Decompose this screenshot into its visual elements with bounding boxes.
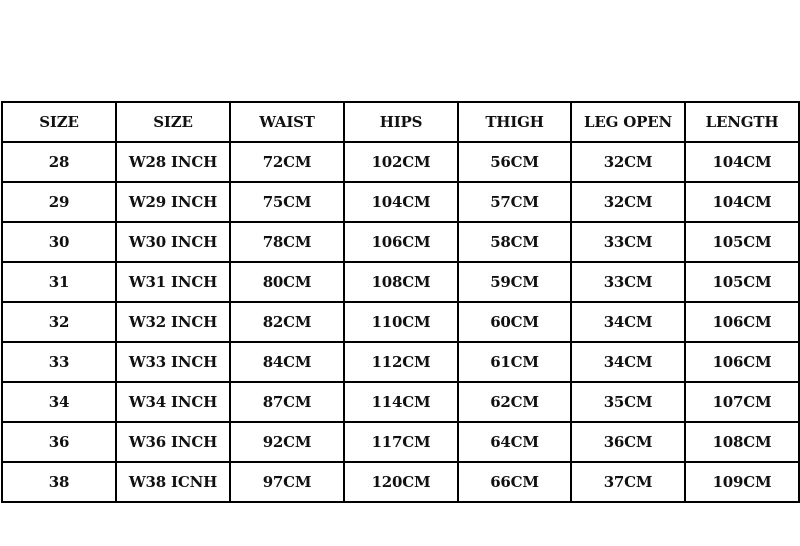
table-cell: 97CM bbox=[230, 462, 344, 502]
table-cell: 37CM bbox=[571, 462, 685, 502]
table-cell: 72CM bbox=[230, 142, 344, 182]
table-cell: 120CM bbox=[344, 462, 458, 502]
table-cell: 34CM bbox=[571, 342, 685, 382]
table-cell: 106CM bbox=[685, 342, 799, 382]
header-cell: SIZE bbox=[116, 102, 230, 142]
size-chart-header bbox=[2, 102, 799, 142]
table-row bbox=[2, 342, 799, 382]
table-cell: 60CM bbox=[458, 302, 571, 342]
table-cell: 32CM bbox=[571, 142, 685, 182]
table-cell: 29 bbox=[2, 182, 116, 222]
table-cell: 31 bbox=[2, 262, 116, 302]
table-cell: 107CM bbox=[685, 382, 799, 422]
table-cell: 104CM bbox=[344, 182, 458, 222]
table-cell: 57CM bbox=[458, 182, 571, 222]
table-row bbox=[2, 462, 799, 502]
table-cell: 33CM bbox=[571, 262, 685, 302]
table-cell: 64CM bbox=[458, 422, 571, 462]
table-cell: 34CM bbox=[571, 302, 685, 342]
table-cell: 117CM bbox=[344, 422, 458, 462]
table-cell: 33CM bbox=[571, 222, 685, 262]
table-cell: 61CM bbox=[458, 342, 571, 382]
table-cell: 104CM bbox=[685, 142, 799, 182]
table-row bbox=[2, 422, 799, 462]
table-row bbox=[2, 142, 799, 182]
table-cell: 36CM bbox=[571, 422, 685, 462]
table-cell: W31 INCH bbox=[116, 262, 230, 302]
table-cell: 109CM bbox=[685, 462, 799, 502]
table-cell: 104CM bbox=[685, 182, 799, 222]
header-cell: SIZE bbox=[2, 102, 116, 142]
table-row bbox=[2, 382, 799, 422]
table-cell: W29 INCH bbox=[116, 182, 230, 222]
table-cell: W32 INCH bbox=[116, 302, 230, 342]
table-cell: 82CM bbox=[230, 302, 344, 342]
table-cell: 28 bbox=[2, 142, 116, 182]
table-cell: 35CM bbox=[571, 382, 685, 422]
table-cell: W33 INCH bbox=[116, 342, 230, 382]
table-cell: 32CM bbox=[571, 182, 685, 222]
table-row bbox=[2, 262, 799, 302]
header-cell: LEG OPEN bbox=[571, 102, 685, 142]
table-cell: 30 bbox=[2, 222, 116, 262]
table-cell: W34 INCH bbox=[116, 382, 230, 422]
table-cell: 58CM bbox=[458, 222, 571, 262]
table-cell: 108CM bbox=[344, 262, 458, 302]
table-cell: 105CM bbox=[685, 262, 799, 302]
table-cell: 106CM bbox=[344, 222, 458, 262]
header-cell: WAIST bbox=[230, 102, 344, 142]
table-cell: 106CM bbox=[685, 302, 799, 342]
table-cell: 34 bbox=[2, 382, 116, 422]
table-cell: 36 bbox=[2, 422, 116, 462]
table-cell: 78CM bbox=[230, 222, 344, 262]
table-cell: W28 INCH bbox=[116, 142, 230, 182]
table-row bbox=[2, 222, 799, 262]
table-cell: 84CM bbox=[230, 342, 344, 382]
header-row bbox=[2, 102, 799, 142]
table-cell: 92CM bbox=[230, 422, 344, 462]
size-chart-table bbox=[1, 101, 800, 503]
size-chart-body bbox=[2, 142, 799, 502]
table-cell: 75CM bbox=[230, 182, 344, 222]
table-cell: 62CM bbox=[458, 382, 571, 422]
table-cell: 87CM bbox=[230, 382, 344, 422]
table-cell: 105CM bbox=[685, 222, 799, 262]
header-cell: HIPS bbox=[344, 102, 458, 142]
table-cell: 108CM bbox=[685, 422, 799, 462]
table-cell: 33 bbox=[2, 342, 116, 382]
table-cell: 102CM bbox=[344, 142, 458, 182]
table-row bbox=[2, 182, 799, 222]
table-cell: 112CM bbox=[344, 342, 458, 382]
table-cell: W36 INCH bbox=[116, 422, 230, 462]
table-cell: 80CM bbox=[230, 262, 344, 302]
table-cell: 38 bbox=[2, 462, 116, 502]
table-cell: W38 ICNH bbox=[116, 462, 230, 502]
table-cell: 32 bbox=[2, 302, 116, 342]
table-row bbox=[2, 302, 799, 342]
table-cell: 114CM bbox=[344, 382, 458, 422]
header-cell: THIGH bbox=[458, 102, 571, 142]
header-cell: LENGTH bbox=[685, 102, 799, 142]
table-cell: 56CM bbox=[458, 142, 571, 182]
table-cell: 110CM bbox=[344, 302, 458, 342]
table-cell: 66CM bbox=[458, 462, 571, 502]
table-cell: W30 INCH bbox=[116, 222, 230, 262]
table-cell: 59CM bbox=[458, 262, 571, 302]
